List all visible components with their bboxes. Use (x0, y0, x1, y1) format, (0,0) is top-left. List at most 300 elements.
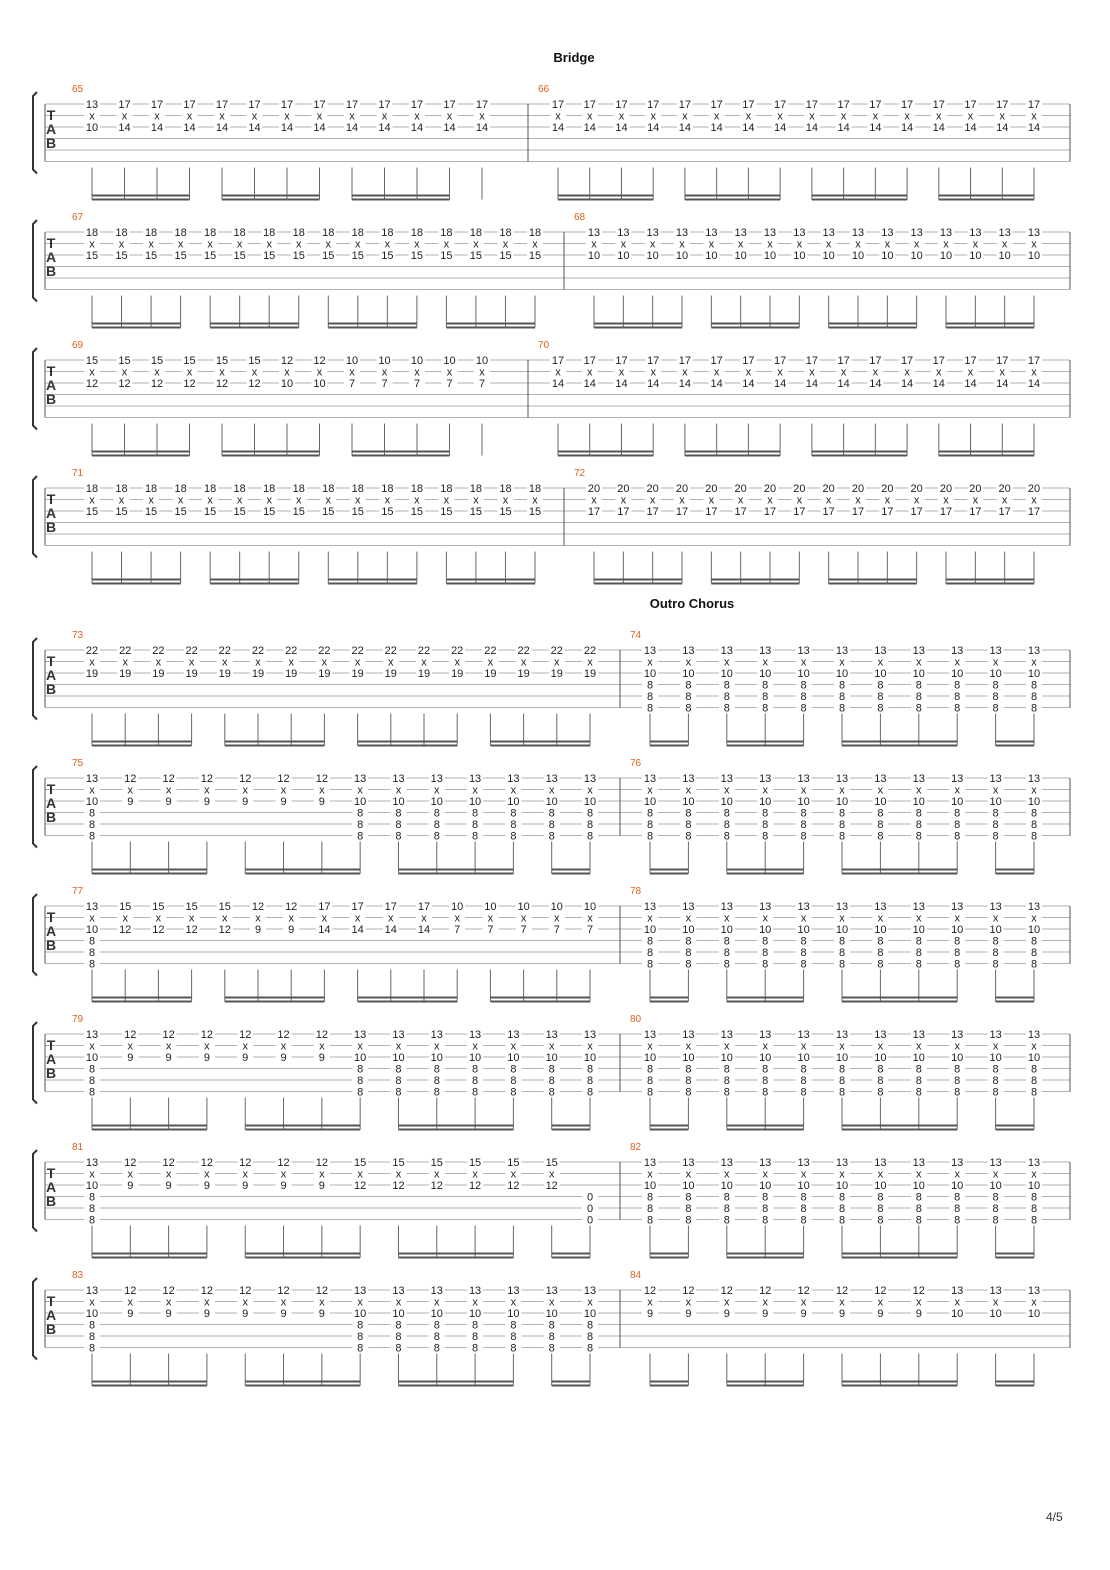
fret-number: x (737, 494, 744, 507)
fret-number: x (713, 110, 720, 123)
fret-number: 8 (646, 702, 654, 715)
fret-number: 8 (877, 958, 884, 971)
fret-number: x (839, 784, 845, 797)
fret-number: 14 (900, 122, 914, 134)
fret-number: 10 (835, 924, 849, 936)
tab-clef-letter: A (45, 795, 57, 811)
fret-number: 8 (954, 819, 961, 831)
section-label: Bridge (553, 50, 595, 65)
measure-number: 78 (630, 886, 642, 897)
fret-number: 18 (233, 227, 246, 239)
fret-number: x (1031, 494, 1037, 507)
fret-number: x (118, 494, 125, 507)
fret-number: 8 (877, 1191, 884, 1204)
fret-number: 22 (285, 645, 298, 657)
fret-number: 13 (835, 1029, 849, 1041)
fret-number: 20 (998, 483, 1011, 495)
measure-number: 65 (72, 84, 84, 95)
fret-number: 13 (354, 1285, 367, 1297)
fret-number: 19 (517, 668, 530, 680)
fret-number: 8 (800, 1063, 807, 1076)
fret-number: 10 (793, 250, 806, 262)
fret-number: 8 (88, 1331, 96, 1343)
fret-number: 10 (85, 1308, 99, 1320)
fret-number: x (587, 784, 593, 797)
fret-number: 8 (586, 1063, 594, 1076)
fret-number: x (236, 238, 243, 251)
fret-number: x (954, 1296, 960, 1309)
fret-number: 13 (989, 645, 1002, 657)
fret-number: x (266, 238, 272, 251)
fret-number: 10 (583, 1052, 597, 1064)
fret-number: 8 (88, 1203, 96, 1215)
fret-number: 9 (318, 1308, 325, 1320)
fret-number: x (992, 912, 999, 925)
fret-number: 8 (472, 1319, 479, 1332)
fret-number: 8 (762, 819, 769, 831)
fret-number: 17 (869, 355, 882, 367)
fret-number: 20 (705, 483, 718, 495)
fret-number: 19 (218, 668, 231, 680)
fret-number: 14 (378, 122, 391, 134)
fret-number: x (884, 494, 891, 507)
fret-number: 8 (992, 702, 999, 715)
fret-number: 22 (550, 645, 563, 657)
fret-number: 8 (800, 679, 807, 692)
fret-number: x (280, 1168, 287, 1181)
fret-number: 12 (315, 773, 328, 785)
fret-number: 13 (912, 1029, 925, 1041)
fret-number: x (355, 238, 361, 251)
measure-number: 72 (574, 468, 586, 479)
fret-number: 18 (85, 483, 99, 495)
fret-number: x (510, 1040, 517, 1053)
fret-number: 13 (989, 1029, 1002, 1041)
fret-number: 12 (277, 1157, 290, 1169)
fret-number: 14 (118, 122, 131, 134)
fret-number: 17 (837, 99, 850, 111)
fret-number: 8 (915, 1086, 922, 1099)
fret-number: 19 (351, 668, 364, 680)
fret-number: x (724, 656, 730, 669)
fret-number: x (325, 238, 332, 251)
fret-number: x (916, 784, 922, 797)
fret-number: 8 (723, 1086, 730, 1099)
fret-number: 8 (1030, 1191, 1038, 1204)
fret-number: x (204, 784, 210, 797)
fret-number: 17 (793, 506, 806, 518)
fret-number: 12 (720, 1285, 733, 1297)
fret-number: 8 (954, 935, 961, 948)
fret-number: 17 (280, 99, 294, 111)
system-bracket (33, 766, 37, 848)
fret-number: 17 (805, 99, 818, 111)
fret-number: x (321, 912, 328, 925)
fret-number: x (647, 784, 653, 797)
fret-number: 8 (395, 1331, 402, 1343)
fret-number: 8 (357, 830, 364, 843)
fret-number: x (777, 366, 783, 379)
fret-number: x (510, 784, 517, 797)
fret-number: 15 (204, 250, 217, 262)
fret-number: 12 (759, 1285, 772, 1297)
fret-number: 13 (989, 773, 1002, 785)
fret-number: 8 (685, 958, 692, 971)
fret-number: 10 (797, 924, 810, 936)
fret-number: 13 (797, 773, 810, 785)
fret-number: 7 (454, 924, 461, 936)
fret-number: 18 (322, 227, 335, 239)
fret-number: x (472, 1040, 478, 1053)
fret-number: 8 (433, 1086, 440, 1099)
fret-number: 9 (254, 924, 262, 936)
fret-number: 18 (115, 227, 128, 239)
tab-clef-letter: T (46, 653, 56, 669)
fret-number: 8 (88, 1342, 96, 1355)
fret-number: 13 (951, 1285, 964, 1297)
fret-number: x (434, 1168, 440, 1181)
fret-number: x (800, 656, 807, 669)
tab-clef-letter: A (45, 505, 57, 521)
fret-number: 7 (381, 378, 388, 390)
fret-number: 13 (734, 227, 747, 239)
fret-number: x (877, 656, 884, 669)
fret-number: 8 (915, 679, 922, 692)
fret-number: 8 (877, 1214, 884, 1227)
fret-number: 10 (912, 668, 925, 680)
fret-number: x (839, 1168, 845, 1181)
fret-number: x (649, 238, 656, 251)
fret-number: 8 (357, 1342, 364, 1355)
fret-number: x (251, 366, 258, 379)
page-number: 4/5 (1046, 1510, 1063, 1524)
fret-number: 17 (932, 355, 945, 367)
measure-number: 69 (72, 340, 84, 351)
fret-number: 10 (969, 250, 982, 262)
fret-number: 14 (475, 122, 489, 134)
fret-number: 10 (345, 355, 359, 367)
fret-number: 8 (1030, 935, 1038, 948)
fret-number: 18 (85, 227, 99, 239)
fret-number: 13 (912, 1157, 925, 1169)
fret-number: 8 (395, 1086, 402, 1099)
fret-number: x (1031, 110, 1037, 123)
fret-number: 8 (800, 1086, 807, 1099)
fret-number: 20 (1027, 483, 1041, 495)
fret-number: 8 (762, 1203, 769, 1215)
fret-number: 8 (88, 1063, 96, 1076)
fret-number: 10 (759, 1052, 772, 1064)
fret-number: x (89, 656, 95, 669)
fret-number: 18 (381, 483, 394, 495)
fret-number: 8 (510, 1075, 517, 1087)
fret-number: 12 (248, 378, 261, 390)
fret-number: 9 (877, 1308, 884, 1320)
system-bracket (33, 348, 37, 430)
fret-number: 8 (877, 1063, 884, 1076)
fret-number: 14 (215, 122, 229, 134)
fret-number: 18 (528, 227, 542, 239)
fret-number: 8 (838, 807, 846, 820)
fret-number: 14 (996, 378, 1009, 390)
fret-number: x (280, 1040, 287, 1053)
fret-number: x (325, 494, 332, 507)
fret-number: 14 (318, 924, 331, 936)
fret-number: 12 (218, 924, 231, 936)
fret-number: 15 (150, 355, 164, 367)
fret-number: 8 (954, 1086, 961, 1099)
fret-number: 13 (874, 645, 887, 657)
fret-number: 22 (583, 645, 597, 657)
measure-number: 84 (630, 1270, 642, 1281)
fret-number: 20 (763, 483, 777, 495)
fret-number: x (446, 366, 453, 379)
fret-number: 13 (646, 227, 659, 239)
fret-number: 8 (472, 1075, 479, 1087)
fret-number: x (204, 1040, 210, 1053)
fret-number: 14 (742, 122, 755, 134)
fret-number: 8 (1030, 807, 1038, 820)
fret-number: 8 (915, 1063, 922, 1076)
fret-number: 8 (954, 679, 961, 692)
fret-number: x (355, 494, 361, 507)
fret-number: x (555, 110, 561, 123)
fret-number: 20 (793, 483, 806, 495)
fret-number: 8 (586, 1319, 594, 1332)
tab-clef-letter: B (45, 391, 57, 407)
fret-number: 8 (646, 1191, 654, 1204)
fret-number: x (395, 1040, 402, 1053)
fret-number: 10 (989, 1308, 1002, 1320)
fret-number: x (127, 1168, 134, 1181)
fret-number: x (554, 912, 560, 925)
fret-number: 10 (797, 1180, 810, 1192)
fret-number: 15 (292, 250, 305, 262)
fret-number: 7 (520, 924, 527, 936)
fret-number: x (685, 1296, 692, 1309)
fret-number: x (204, 1168, 210, 1181)
fret-number: x (357, 1168, 363, 1181)
fret-number: 10 (763, 250, 777, 262)
fret-number: x (510, 1296, 517, 1309)
fret-number: 10 (643, 796, 657, 808)
fret-number: 9 (318, 1052, 325, 1064)
fret-number: 10 (874, 796, 887, 808)
fret-number: 10 (617, 250, 630, 262)
fret-number: 17 (647, 99, 660, 111)
fret-number: 10 (643, 1052, 657, 1064)
fret-number: 14 (932, 378, 945, 390)
fret-number: 13 (951, 1157, 964, 1169)
fret-number: 13 (720, 1029, 733, 1041)
fret-number: 9 (800, 1308, 807, 1320)
fret-number: 13 (720, 773, 733, 785)
fret-number: x (127, 1040, 134, 1053)
fret-number: 8 (915, 691, 922, 703)
fret-number: x (454, 656, 460, 669)
system-bracket (33, 92, 37, 174)
fret-number: 10 (989, 668, 1002, 680)
fret-number: 13 (835, 901, 849, 913)
tab-clef-letter: T (46, 363, 56, 379)
fret-number: 17 (678, 355, 692, 367)
fret-number: x (877, 784, 884, 797)
fret-number: 10 (583, 796, 597, 808)
fret-number: 10 (720, 668, 733, 680)
fret-number: x (354, 656, 361, 669)
fret-number: 8 (433, 807, 440, 820)
fret-number: x (992, 1040, 999, 1053)
fret-number: 15 (499, 506, 512, 518)
fret-number: 7 (487, 924, 494, 936)
fret-number: 9 (280, 796, 287, 808)
tab-clef-letter: B (45, 1065, 57, 1081)
fret-number: 17 (964, 355, 977, 367)
fret-number: 13 (763, 227, 777, 239)
fret-number: 19 (119, 668, 132, 680)
fret-number: 12 (239, 1285, 252, 1297)
fret-number: 15 (351, 506, 364, 518)
fret-number: 14 (742, 378, 755, 390)
fret-number: 8 (723, 1191, 730, 1204)
fret-number: x (682, 366, 688, 379)
fret-number: x (840, 110, 847, 123)
fret-number: 8 (646, 935, 654, 948)
fret-number: 22 (218, 645, 231, 657)
fret-number: 15 (85, 355, 99, 367)
fret-number: 17 (646, 506, 659, 518)
fret-number: x (222, 912, 228, 925)
fret-number: 17 (763, 506, 777, 518)
fret-number: 15 (292, 506, 305, 518)
fret-number: 8 (548, 1075, 555, 1087)
fret-number: x (548, 1168, 555, 1181)
fret-number: x (767, 494, 773, 507)
fret-number: 8 (646, 691, 654, 703)
tab-clef-letter: B (45, 937, 57, 953)
fret-number: 12 (150, 378, 164, 390)
fret-number: 9 (127, 796, 134, 808)
fret-number: 18 (440, 483, 453, 495)
fret-number: 8 (88, 935, 96, 948)
fret-number: 18 (381, 227, 394, 239)
fret-number: x (800, 1296, 807, 1309)
fret-number: 22 (318, 645, 331, 657)
system-bracket (33, 476, 37, 558)
fret-number: 8 (838, 1063, 846, 1076)
fret-number: x (148, 494, 154, 507)
fret-number: 22 (517, 645, 530, 657)
measure-number: 68 (574, 212, 586, 223)
fret-number: 8 (395, 807, 402, 820)
fret-number: 8 (954, 1063, 961, 1076)
fret-number: 8 (88, 830, 96, 843)
fret-number: 12 (315, 1157, 328, 1169)
measure-number: 81 (72, 1142, 84, 1153)
fret-number: 10 (797, 668, 810, 680)
fret-number: x (762, 1168, 768, 1181)
fret-number: 17 (1027, 355, 1041, 367)
fret-number: 10 (951, 1052, 964, 1064)
fret-number: 8 (762, 958, 769, 971)
fret-number: 15 (215, 355, 229, 367)
fret-number: 10 (912, 796, 925, 808)
fret-number: 13 (1027, 227, 1041, 239)
fret-number: 8 (762, 947, 769, 959)
fret-number: 8 (685, 1063, 692, 1076)
fret-number: 10 (430, 796, 443, 808)
fret-number: 10 (874, 668, 887, 680)
fret-number: 8 (762, 1191, 769, 1204)
fret-number: 12 (313, 355, 326, 367)
fret-number: 17 (384, 901, 397, 913)
fret-number: 8 (510, 807, 517, 820)
fret-number: x (586, 366, 593, 379)
fret-number: x (591, 494, 597, 507)
fret-number: 22 (185, 645, 198, 657)
fret-number: 13 (430, 1029, 443, 1041)
tab-clef-letter: B (45, 135, 57, 151)
fret-number: x (724, 784, 730, 797)
fret-number: x (472, 784, 478, 797)
fret-number: x (954, 784, 960, 797)
fret-number: 8 (357, 1063, 364, 1076)
fret-number: 8 (992, 819, 999, 831)
fret-number: 15 (381, 506, 394, 518)
fret-number: x (737, 238, 744, 251)
fret-number: 8 (800, 1191, 807, 1204)
tab-clef-letter: A (45, 249, 57, 265)
fret-number: 18 (263, 227, 276, 239)
fret-number: 14 (615, 122, 628, 134)
fret-number: 13 (354, 773, 367, 785)
fret-number: x (316, 110, 323, 123)
fret-number: x (204, 1296, 210, 1309)
fret-number: x (913, 494, 920, 507)
fret-number: 10 (720, 796, 733, 808)
fret-number: x (943, 238, 949, 251)
measure-number: 71 (72, 468, 84, 479)
fret-number: 8 (992, 830, 999, 843)
fret-number: 15 (430, 1157, 443, 1169)
fret-number: 8 (685, 679, 692, 692)
fret-number: x (319, 1168, 325, 1181)
fret-number: 8 (548, 1063, 555, 1076)
fret-number: 8 (800, 958, 807, 971)
fret-number: x (708, 238, 715, 251)
fret-number: 8 (1030, 1214, 1038, 1227)
fret-number: x (767, 238, 773, 251)
fret-number: x (454, 912, 460, 925)
fret-number: x (473, 494, 479, 507)
fret-number: x (904, 110, 910, 123)
fret-number: x (255, 912, 261, 925)
fret-number: 8 (992, 679, 999, 692)
fret-number: x (446, 110, 453, 123)
fret-number: 12 (468, 1180, 482, 1192)
fret-number: x (1001, 238, 1008, 251)
fret-number: x (165, 784, 172, 797)
fret-number: 12 (251, 901, 265, 913)
fret-number: x (724, 1040, 730, 1053)
fret-number: 15 (204, 506, 217, 518)
fret-number: 8 (433, 1075, 440, 1087)
fret-number: 13 (587, 227, 601, 239)
fret-number: x (685, 784, 692, 797)
fret-number: x (904, 366, 910, 379)
fret-number: 22 (251, 645, 265, 657)
fret-number: 8 (1030, 1075, 1038, 1087)
